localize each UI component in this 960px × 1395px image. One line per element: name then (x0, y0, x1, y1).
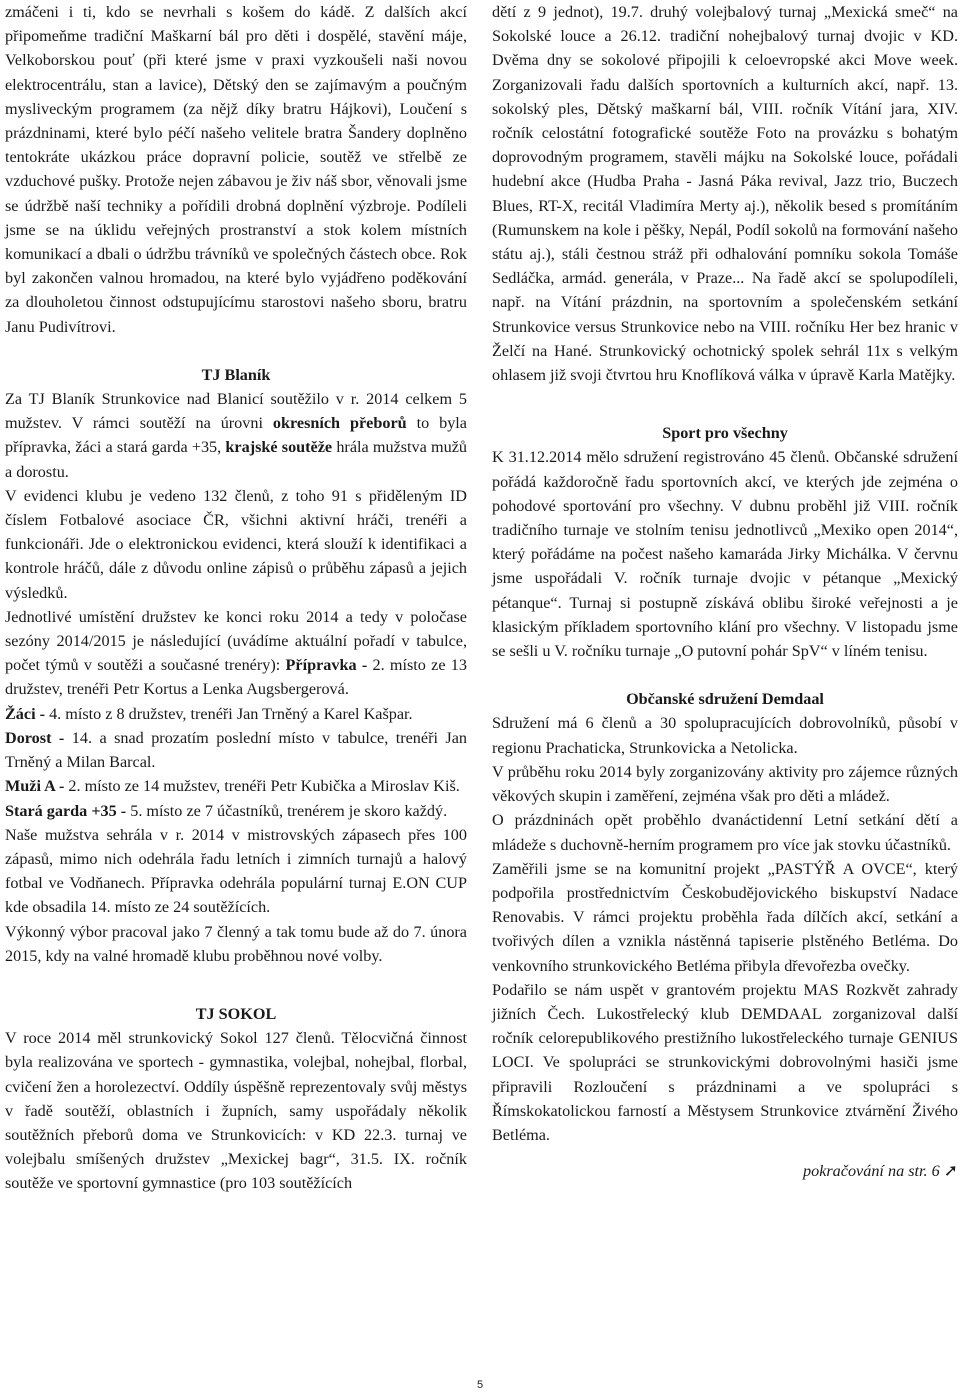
demdaal-paragraph-2: V průběhu roku 2014 byly zorganizovány aktivity pro zájemce různých věkových skupin i zaměření, zejména však pro děti a mládež. (492, 762, 958, 806)
page-number: 5 (476, 1379, 484, 1391)
sport-pro-vsechny-heading: Sport pro všechny (662, 424, 788, 443)
blanik-paragraph-2: V evidenci klubu je vedeno 132 členů, z toho 91 s přiděleným ID číslem Fotbalové asociace ČR, všichni aktivní hráči, trenéři a funkcionáři. Jde o elektronickou evidenci, která slouží k identifikaci a kontrole hráčů, dále z důvodu online zápisů o průběhu zápasů a jejich výsledků. (5, 486, 467, 602)
sokol-continued-paragraph: dětí z 9 jednot), 19.7. druhý volejbalový turnaj „Mexická smeč“ na Sokolské louce a 26.12. tradiční nohejbalový turnaj dvojic v KD. Dvěma dny se sokolové připojili k celoevropské akci Move week. Zorganizovali řadu dalších sportovních a kulturních akcí, např. 13. sokolský ples, Dětský maškarní bál, VIII. ročník Vítání jara, XIV. ročník celostátní fotografické soutěže Foto na provázku s bohatým doprovodným programem, stavěli májku na Sokolské louce, pořádali hudební akce (Hudba Praha - Jasná Páka revival, Jazz trio, Buczech Blues, RT-X, recitál Vladimíra Merty aj.), několik besed s promítáním (Rumunskem na kole i pěšky, Nepál, Podíl sokolů na formování našeho státu aj.), stáli čestnou stráž při odhalování pomníku sokola Tomáše Sedláčka, armád. generála, v Praze... Na řadě akcí se spolupodíleli, např. na Vítání prázdnin, na sportovním a společenském setkání Strunkovice versus Strunkovice nebo na VIII. ročníku Her bez hranic v Želčí na Hané. Strunkovický ochotnický spolek sehrál 11x s velkým ohlasem již svoji čtvrtou hru Knoflíková válka v úpravě Karla Matějky. (492, 3, 958, 385)
left-column (5, 0, 467, 1196)
muzi-result: Muži A - 2. místo ze 14 mužstev, trenéři Petr Kubička a Miroslav Kiš. (5, 777, 460, 796)
stara-garda-result: Stará garda +35 - 5. místo ze 7 účastníků, trenérem je skoro každý. (5, 801, 448, 820)
blanik-paragraph-3: Jednotlivé umístění družstev ke konci roku 2014 a tedy v poločase sezóny 2014/2015 je následující (uvádíme aktuální pořadí v tabulce, počet týmů v soutěži a současné trenéry): Přípravka - 2. místo ze 13 družstev, trenéři Petr Kortus a Lenka Augsbergerová. (5, 607, 467, 699)
blanik-paragraph-1: Za TJ Blaník Strunkovice nad Blanicí soutěžilo v r. 2014 celkem 5 mužstev. V rámci soutěží na úrovni okresních přeborů to byla přípravka, žáci a stará garda +35, krajské soutěže hrála mužstva mužů a dorostu. (5, 390, 467, 481)
right-column (492, 0, 958, 1183)
hasici-paragraph: zmáčeni i ti, kdo se nevrhali s košem do kádě. Z dalších akcí připomeňme tradiční Maškarní bál pro děti i dospělé, stavění máje, Velkoborskou pouť (při které jsme v praxi vyzkoušeli naši novou elektrocentrálu, stan a lavice), Dětský den se zajímavým a poučným mysliveckým programem (za nějž díky bratru Hájkovi), Loučení s prázdninami, které bylo péčí našeho velitele bratra Šandery doplněno tentokráte ukázkou práce dopravní policie, soutěž ve střelbě ze vzduchové pušky. Protože nejen zábavou je živ náš sbor, věnovali jsme se údržbě naší techniky a pořídili drobná doplnění výzbroje. Podíleli jsme se na úklidu veřejných prostranství a stok kolem místních komunikací a dbali o údržbu trávníků ve společných částech obce. Rok byl zakončen valnou hromadou, na které bylo vyjádřeno poděkování za dlouholetou činnost odstupujícímu starostovi našeho sboru, bratru Janu Pudivítrovi. (5, 3, 467, 336)
demdaal-paragraph-3: O prázdninách opět proběhlo dvanáctidenní Letní setkání dětí a mládeže s duchovně-herním programem pro více jak stovku účastníků. (492, 811, 958, 854)
sokol-paragraph: V roce 2014 měl strunkovický Sokol 127 členů. Tělocvičná činnost byla realizována ve sportech - gymnastika, volejbal, nohejbal, florbal, cvičení žen a horolezectví. Oddíly úspěšně reprezentovaly svůj městys v řadě soutěží, oblastních i župních, samy uspořádaly několik soutěžních přeborů doma ve Strunkovicích: v KD 22.3. turnaj ve volejbalu smíšených družstev „Mexickej bagr“, 31.5. IX. ročník soutěže ve sportovní gymnastice (pro 103 soutěžících (5, 1029, 467, 1193)
blanik-paragraph-4: Naše mužstva sehrála v r. 2014 v mistrovských zápasech přes 100 zápasů, mimo nich odehrála řadu letních i zimních turnajů a halový fotbal ve Vodňanech. Přípravka odehrála populární turnaj E.ON CUP kde obsadila 14. místo ze 24 soutěžících. (5, 825, 467, 917)
demdaal-paragraph-4: Zaměřili jsme se na komunitní projekt „PASTÝŘ A OVCE“, který podpořila prostřednictvím Českobudějovického biskupství Nadace Renovabis. V rámci projektu proběhla řada dílčích akcí, setkání a tvořivých dílen a vznikla nástěnná tapiserie plstěného Betléma. Do venkovního strunkovického Betléma přibyla dřevořezba ovečky. (492, 859, 958, 975)
tj-sokol-heading: TJ SOKOL (195, 1004, 277, 1023)
zaci-result: Žáci - 4. místo z 8 družstev, trenéři Jan Trněný a Karel Kašpar. (5, 704, 413, 723)
arrow-up-right-icon: ➚ (943, 1161, 958, 1182)
tj-blanik-heading: TJ Blaník (201, 365, 271, 384)
sport-paragraph: K 31.12.2014 mělo sdružení registrováno 45 členů. Občanské sdružení pořádá každoročně řadu sportovních akcí, ve kterých jde zejména o pohodové sportování pro všechny. V dubnu proběhl již VIII. ročník tradičního turnaje ve stolním tenisu jednotlivců „Mexiko open 2014“, který pořádáme na počest našeho kamaráda Jirky Michálka. V červnu jsme uspořádali V. ročník turnaje dvojic v pétanque „Mexický pétanque“. Turnaj si postupně získává oblibu široké veřejnosti a je klasickým příkladem sportovního klání pro všechny. V listopadu jsme se sešli u V. ročníku turnaje „O putovní pohár SpV“ v líném tenisu. (492, 448, 958, 661)
demdaal-paragraph-5: Podařilo se nám uspět v grantovém projektu MAS Rozkvět zahrady jižních Čech. Lukostřelecký klub DEMDAAL zorganizoval další ročník celorepublikového prestižního lukostřeleckého turnaje GENIUS LOCI. Ve spolupráci se strunkovickými dobrovolnými hasiči jsme připravili Rozloučení s prázdninami a ve spolupráci s Římskokatolickou farností a Městysem Strunkovice ztvárnění Živého Betléma. (492, 980, 958, 1144)
dorost-result: Dorost - 14. a snad prozatím poslední místo v tabulce, trenéři Jan Trněný a Milan Barcal. (5, 728, 467, 772)
demdaal-heading: Občanské sdružení Demdaal (626, 690, 824, 709)
continued-link[interactable]: pokračování na str. 6 ➚ (803, 1161, 958, 1182)
blanik-paragraph-5: Výkonný výbor pracoval jako 7 členný a tak tomu bude až do 7. února 2015, kdy na valné hromadě klubu proběhnou nové volby. (5, 922, 467, 965)
demdaal-paragraph-1: Sdružení má 6 členů a 30 spolupracujících dobrovolníků, působí v regionu Prachaticka, Strunkovicka a Netolicka. (492, 714, 958, 757)
